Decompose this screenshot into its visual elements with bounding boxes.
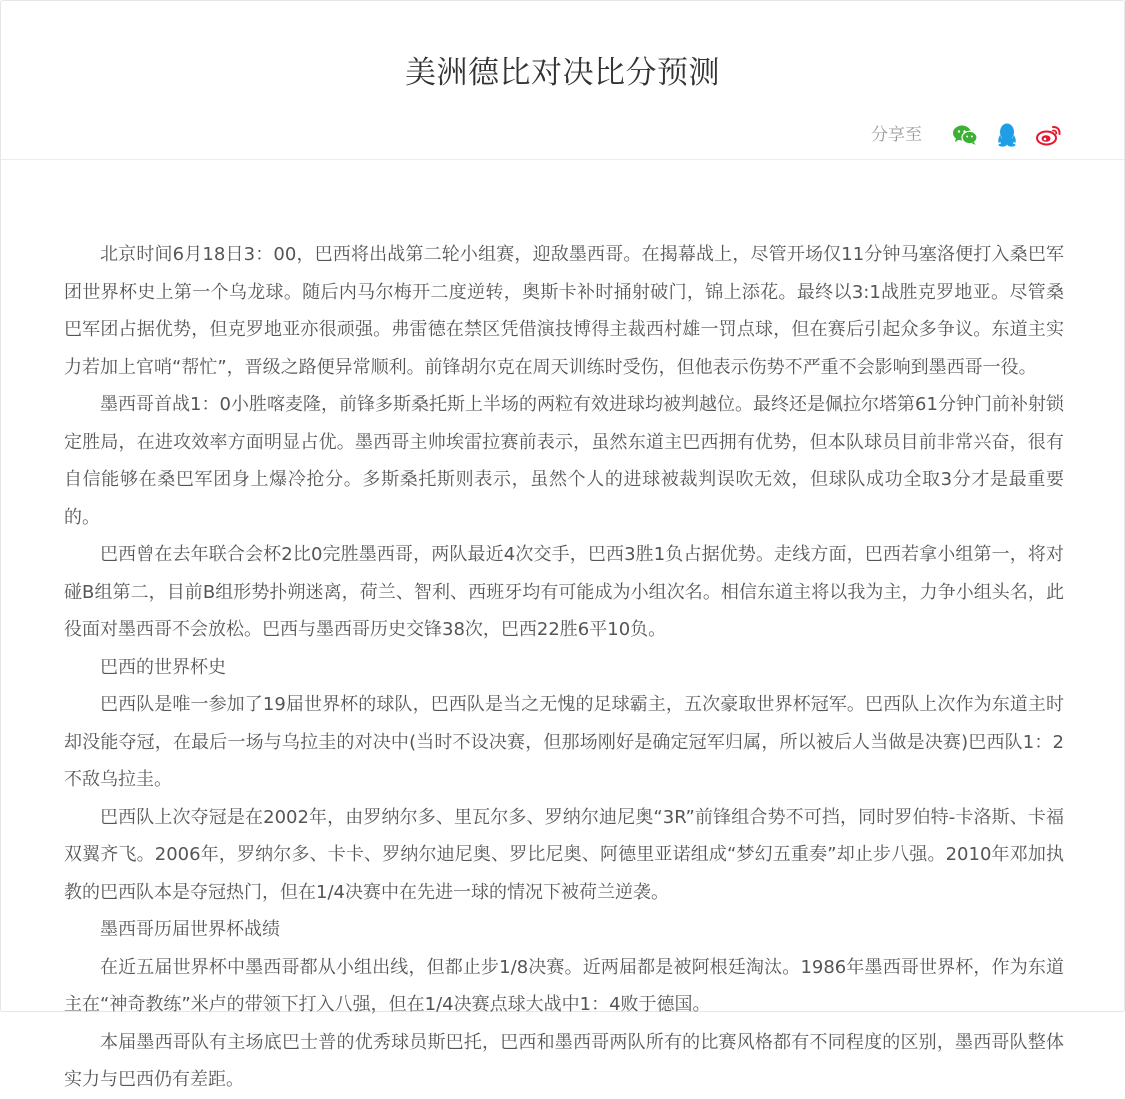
article-paragraph: 北京时间6月18日3：00，巴西将出战第二轮小组赛，迎敌墨西哥。在揭幕战上，尽管开场仅11分钟马塞洛便打入桑巴军团世界杯史上第一个乌龙球。随后内马尔梅开二度逆转，奥斯卡补时捅射破门，锦上添花。最终以3:1战胜克罗地亚。尽管桑巴军团占据优势，但克罗地亚亦很顽强。弗雷德在禁区凭借演技博得主裁西村雄一罚点球，但在赛后引起众多争议。东道主实力若加上官哨“帮忙”，晋级之路便异常顺利。前锋胡尔克在周天训练时受伤，但他表示伤势不严重不会影响到墨西哥一役。	[64, 244, 1064, 378]
article-paragraph: 墨西哥首战1：0小胜喀麦隆，前锋多斯桑托斯上半场的两粒有效进球均被判越位。最终还是佩拉尔塔第61分钟门前补射锁定胜局，在进攻效率方面明显占优。墨西哥主帅埃雷拉赛前表示，虽然东道主巴西拥有优势，但本队球员目前非常兴奋，很有自信能够在桑巴军团身上爆冷抢分。多斯桑托斯则表示，虽然个人的进球被裁判误吹无效，但球队成功全取3分才是最重要的。	[64, 394, 1064, 528]
qq-icon[interactable]	[994, 122, 1020, 148]
section-heading: 墨西哥历届世界杯战绩	[100, 919, 280, 940]
section-heading: 巴西的世界杯史	[100, 656, 226, 678]
article-paragraph: 本届墨西哥队有主场底巴士普的优秀球员斯巴托，巴西和墨西哥两队所有的比赛风格都有不同程度的区别，墨西哥队整体实力与巴西仍有差距。	[64, 1031, 1064, 1090]
article-paragraph: 在近五届世界杯中墨西哥都从小组出线，但都止步1/8决赛。近两届都是被阿根廷淘汰。1986年墨西哥世界杯，作为东道主在“神奇教练”米卢的带领下打入八强，但在1/4决赛点球大战中1：4败于德国。	[64, 956, 1064, 1015]
article-body	[64, 236, 1064, 1099]
article-paragraph: 巴西曾在去年联合会杯2比0完胜墨西哥，两队最近4次交手，巴西3胜1负占据优势。走线方面，巴西若拿小组第一，将对碰B组第二，目前B组形势扑朔迷离，荷兰、智利、西班牙均有可能成为小组次名。相信东道主将以我为主，力争小组头名，此役面对墨西哥不会放松。巴西与墨西哥历史交锋38次，巴西22胜6平10负。	[64, 544, 1064, 640]
share-label: 分享至	[871, 125, 922, 145]
page-title: 美洲德比对决比分预测	[405, 55, 720, 91]
weibo-icon[interactable]	[1036, 122, 1062, 148]
article-paragraph: 巴西队是唯一参加了19届世界杯的球队，巴西队是当之无愧的足球霸主，五次豪取世界杯冠军。巴西队上次作为东道主时却没能夺冠，在最后一场与乌拉圭的对决中(当时不设决赛，但那场刚好是确定冠军归属，所以被后人当做是决赛)巴西队1：2不敌乌拉圭。	[64, 694, 1064, 790]
article-header	[1, 1, 1124, 160]
share-bar	[871, 121, 1062, 149]
wechat-icon[interactable]	[952, 122, 978, 148]
article-paragraph: 巴西队上次夺冠是在2002年，由罗纳尔多、里瓦尔多、罗纳尔迪尼奥“3R”前锋组合势不可挡，同时罗伯特-卡洛斯、卡福双翼齐飞。2006年，罗纳尔多、卡卡、罗纳尔迪尼奥、罗比尼奥、阿德里亚诺组成“梦幻五重奏”却止步八强。2010年邓加执教的巴西队本是夺冠热门，但在1/4决赛中在先进一球的情况下被荷兰逆袭。	[64, 806, 1064, 903]
